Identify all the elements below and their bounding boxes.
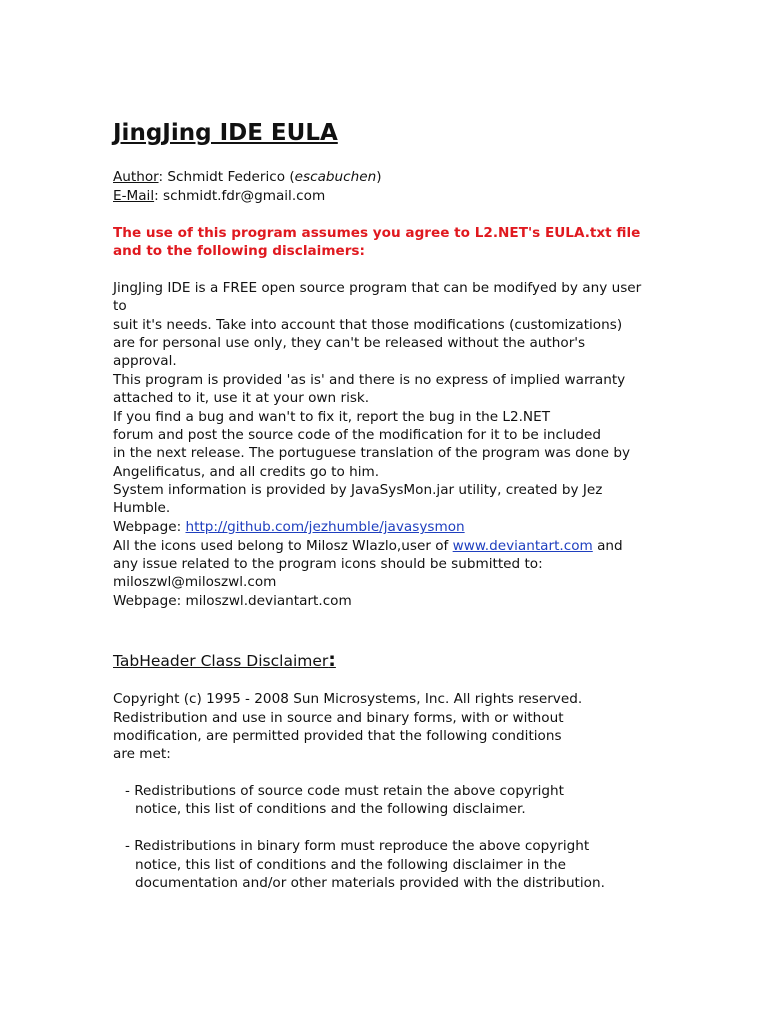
author-label: Author <box>113 169 159 185</box>
license-line: Redistribution and use in source and binary forms, with or without <box>113 710 564 726</box>
license-line: are met: <box>113 746 171 762</box>
body-line: suit it's needs. Take into account that those modifications (customizations) <box>113 317 623 333</box>
webpage-label: Webpage: <box>113 519 186 535</box>
body-line: attached to it, use it at your own risk. <box>113 390 370 406</box>
warning-line-2: and to the following disclaimers: <box>113 243 365 259</box>
body-line: System information is provided by JavaSysMon.jar utility, created by Jez <box>113 482 603 498</box>
email-value: : schmidt.fdr@gmail.com <box>154 188 326 204</box>
webpage-line <box>113 518 465 536</box>
body-line: forum and post the source code of the modification for it to be included <box>113 427 601 443</box>
icons-email-line: miloszwl@miloszwl.com <box>113 574 277 590</box>
clause-1-line: notice, this list of conditions and the following disclaimer. <box>135 801 526 817</box>
license-line: modification, are permitted provided that the following conditions <box>113 728 562 744</box>
icons-credit-text: All the icons used belong to Milosz Wlazlo,user of <box>113 538 453 554</box>
clause-1-line: - Redistributions of source code must retain the above copyright <box>125 783 564 799</box>
body-line: Angelificatus, and all credits go to him. <box>113 464 380 480</box>
body-line: to <box>113 298 127 314</box>
body-line: Humble. <box>113 500 171 516</box>
body-line: in the next release. The portuguese translation of the program was done by <box>113 445 631 461</box>
clause-2-line: documentation and/or other materials provided with the distribution. <box>135 875 605 891</box>
tabheader-heading <box>113 649 336 671</box>
license-line: Copyright (c) 1995 - 2008 Sun Microsystems, Inc. All rights reserved. <box>113 691 583 707</box>
body-line: are for personal use only, they can't be released without the author's <box>113 335 586 351</box>
document-title: JingJing IDE EULA <box>113 120 338 146</box>
body-line: If you find a bug and wan't to fix it, report the bug in the L2.NET <box>113 409 550 425</box>
author-name: : Schmidt Federico ( <box>158 169 295 185</box>
icons-webpage-line: Webpage: miloszwl.deviantart.com <box>113 593 352 609</box>
author-suffix: ) <box>376 169 382 185</box>
tabheader-heading-colon: : <box>328 649 336 671</box>
author-alias: escabuchen <box>294 169 377 185</box>
clause-2-line: - Redistributions in binary form must reproduce the above copyright <box>125 838 590 854</box>
author-line <box>113 168 382 186</box>
tabheader-heading-text: TabHeader Class Disclaimer <box>113 652 329 670</box>
body-line: This program is provided 'as is' and there is no express of implied warranty <box>113 372 626 388</box>
icons-credit-suffix: and <box>592 538 623 554</box>
body-line: JingJing IDE is a FREE open source program that can be modifyed by any user <box>113 280 642 296</box>
clause-2-line: notice, this list of conditions and the following disclaimer in the <box>135 857 566 873</box>
icons-credit-line <box>113 537 623 555</box>
email-label: E-Mail <box>113 188 155 204</box>
deviantart-link[interactable]: www.deviantart.com <box>452 538 593 554</box>
warning-line-1: The use of this program assumes you agree to L2.NET's EULA.txt file <box>113 225 641 241</box>
github-link[interactable]: http://github.com/jezhumble/javasysmon <box>185 519 465 535</box>
icons-line: any issue related to the program icons should be submitted to: <box>113 556 543 572</box>
body-line: approval. <box>113 353 177 369</box>
email-line <box>113 187 325 205</box>
